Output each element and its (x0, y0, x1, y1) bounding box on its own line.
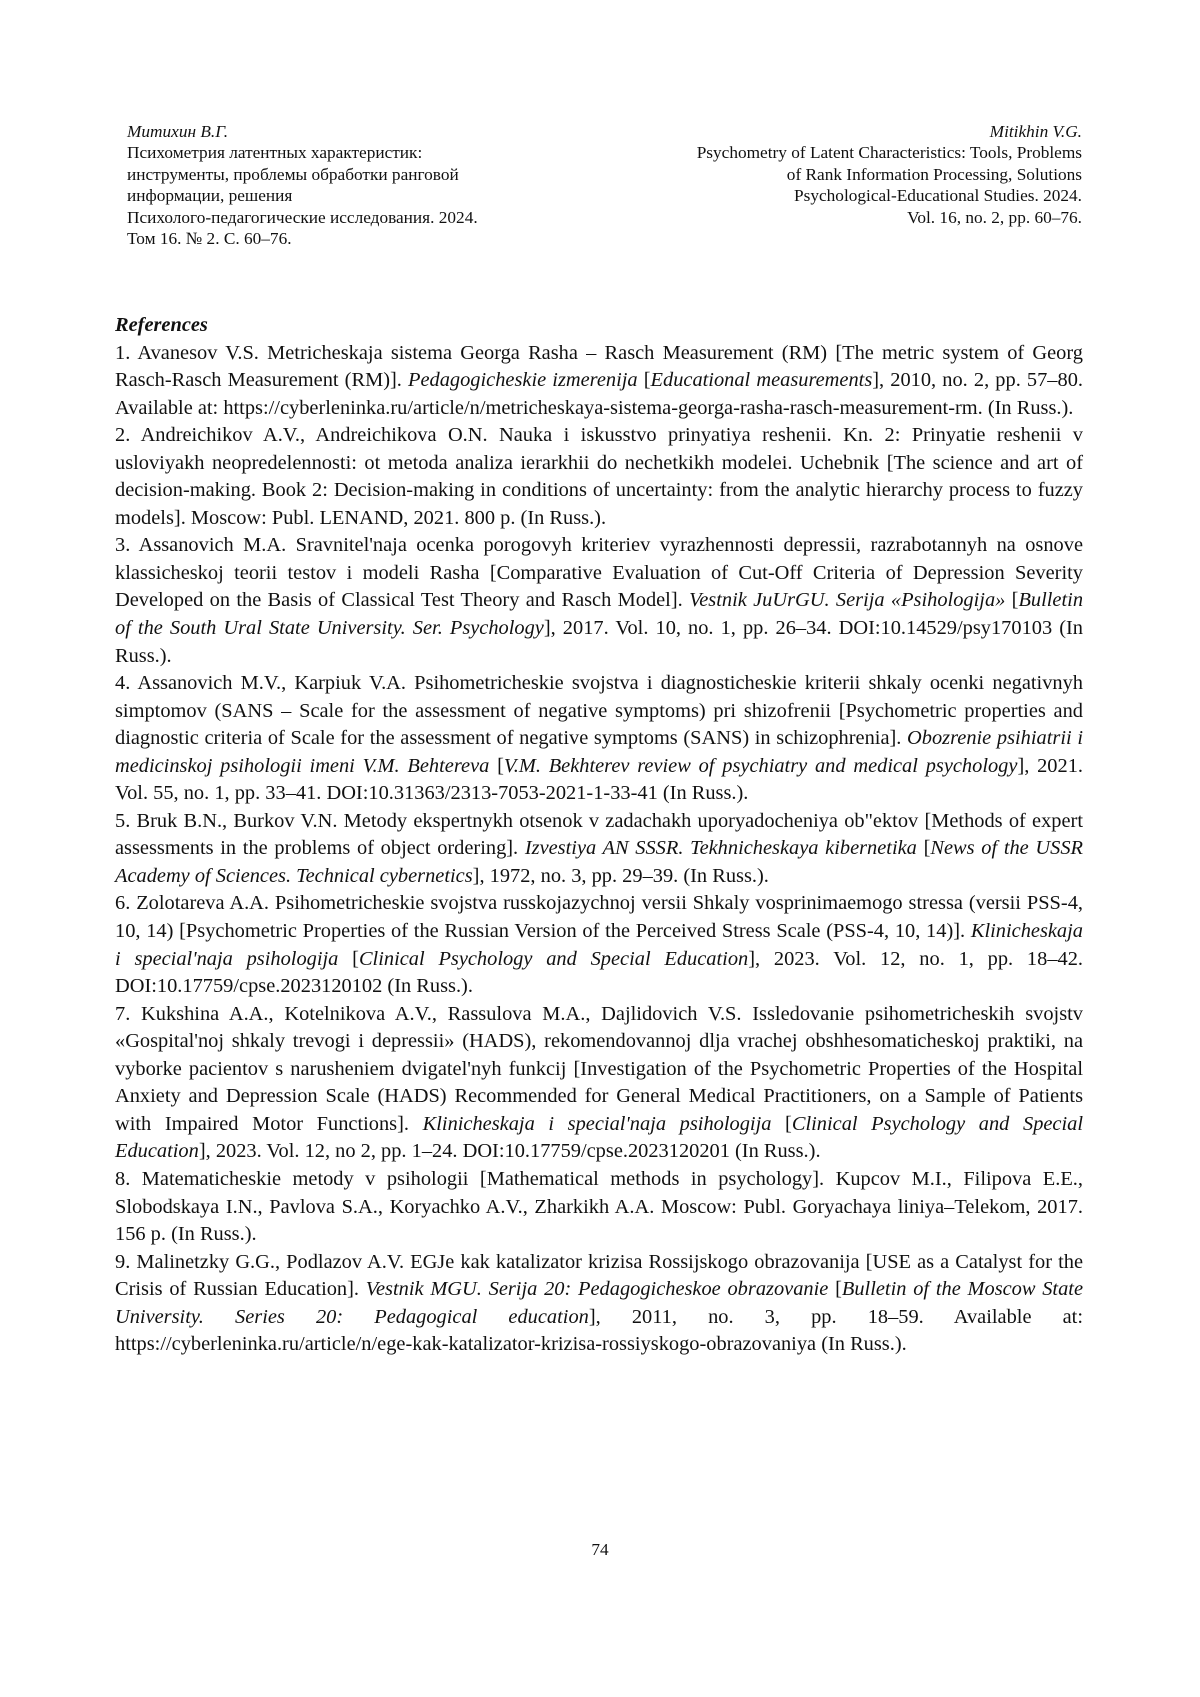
reference-text: ], 2023. Vol. 12, no. 1, pp. 18–42. DOI:10.17759/cpse.2023120102 (In Russ.). (115, 947, 1084, 998)
reference-text: 8. Matematicheskie metody v psihologii [Mathematical methods in psychology]. Kupcov M.I., Filipova E.E., Slobodskaya I.N., Pavlova S.A., Koryachko A.V., Zharkikh A.A. Moscow: Publ. Goryachaya liniya–Telekom, 2017. 156 p. (In Russ.). (115, 1167, 1083, 1246)
reference-source-translation: Bulletin of the Moscow State University. Series 20: Pedagogical education (115, 1278, 1084, 1328)
reference-item-1 (115, 340, 1083, 423)
reference-source-title: Pedagogicheskie izmerenija (408, 369, 638, 392)
reference-text: 7. Kukshina A.A., Kotelnikova A.V., Rassulova M.A., Dajlidovich V.S. Issledovanie psihometricheskih svojstv «Gospital'noj shkaly trevogi i depressii» (HADS), rekomendovannoj dlja vrachej obshhesomaticheskoj praktiki, na vyborke pacientov s narusheniem dvigatel'nyh funkcij [Investigation of the Psychometric Properties of the Hospital Anxiety and Depression Scale (HADS) Recommended for General Medical Practitioners, on a Sample of Patients with Impaired Motor Functions]. (115, 1002, 1083, 1135)
references-section (115, 312, 1083, 1359)
reference-source-title: Vestnik JuUrGU. Serija «Psihologija» (689, 589, 1006, 612)
reference-text: 4. Assanovich M.V., Karpiuk V.A. Psihometricheskie svojstva i diagnosticheskie kriterii shkaly ocenki negativnyh simptomov (SANS – Scale for the assessment of negative symptoms) pri shizofrenii [Psychometric properties and diagnostic criteria of Scale for the assessment of negative symptoms (SANS) in schizophrenia]. (115, 672, 1083, 750)
reference-text: ], 1972, no. 3, pp. 29–39. (In Russ.). (472, 864, 769, 887)
reference-item-9 (115, 1249, 1083, 1359)
header-volume-ru: Том 16. № 2. С. 60–76. (127, 229, 292, 249)
reference-text: [ (637, 369, 651, 392)
reference-text: [ (916, 837, 931, 860)
header-title-en-line-1: Psychometry of Latent Characteristics: Tools, Problems (696, 143, 1082, 163)
reference-item-3 (115, 532, 1083, 670)
reference-item-2 (115, 422, 1083, 532)
header-title-en-line-2: of Rank Information Processing, Solutions (786, 164, 1082, 184)
reference-text: ], 2021. Vol. 55, no. 1, pp. 33–41. DOI:10.31363/2313-7053-2021-1-33-41 (In Russ.). (115, 754, 1083, 805)
reference-text: ], 2010, no. 2, pp. 57–80. Available at: https://cyberleninka.ru/article/n/metricheskaya-sistema-georga-rasha-rasch-measurement-rm. (In Russ.). (115, 369, 1083, 419)
reference-source-translation: V.M. Bekhterev review of psychiatry and medical psychology (503, 754, 1018, 777)
header-volume-en: Vol. 16, no. 2, pp. 60–76. (907, 207, 1082, 227)
header-title-ru-line-2: инструменты, проблемы обработки ранговой (127, 164, 459, 184)
reference-text: 3. Assanovich M.A. Sravnitel'naja ocenka porogovyh kriteriev vyrazhennosti depressii, razrabotannyh na osnove klassicheskoj teorii testov i modeli Rasha [Comparative Evaluation of Cut-Off Criteria of Depression Severity Developed on the Basis of Classical Test Theory and Rasch Model]. (115, 534, 1083, 612)
running-header (127, 121, 1082, 249)
reference-text: 1. Avanesov V.S. Metricheskaja sistema Georga Rasha – Rasch Measurement (RM) [The metric system of Georg Rasch-Rasch Measurement (RM)]. (115, 341, 1083, 392)
header-title-ru-line-3: информации, решения (127, 186, 293, 206)
reference-item-5 (115, 808, 1083, 891)
reference-source-translation: Educational measurements (650, 369, 873, 392)
reference-text: 2. Andreichikov A.V., Andreichikova O.N. Nauka i iskusstvo prinyatiya reshenii. Kn. 2: Prinyatie reshenii v usloviyakh neopredelennosti: ot metoda analiza ierarkhii do nechetkikh modelei. Uchebnik [The science and art of decision-making. Book 2: Decision-making in conditions of uncertainty: from the analytic hierarchy process to fuzzy models]. Moscow: Publ. LENAND, 2021. 800 p. (In Russ.). (115, 424, 1083, 529)
reference-source-title: Vestnik MGU. Serija 20: Pedagogicheskoe obrazovanie (365, 1278, 829, 1301)
header-author-en: Mitikhin V.G. (989, 122, 1082, 141)
reference-text: [ (771, 1112, 792, 1135)
reference-item-7 (115, 1001, 1083, 1166)
reference-text: [ (489, 754, 504, 777)
reference-text: 9. Malinetzky G.G., Podlazov A.V. EGJe kak katalizator krizisa Rossijskogo obrazovanija [USE as a Catalyst for the Crisis of Russian Education]. (115, 1250, 1083, 1301)
reference-item-8 (115, 1166, 1083, 1249)
header-journal-ru: Психолого-педагогические исследования. 2024. (127, 207, 478, 227)
page-number: 74 (591, 1540, 609, 1559)
reference-source-translation: News of the USSR Academy of Sciences. Technical cybernetics (115, 837, 1083, 887)
reference-text: ], 2023. Vol. 12, no 2, pp. 1–24. DOI:10.17759/cpse.2023120201 (In Russ.). (198, 1140, 821, 1163)
reference-text: [ (1005, 589, 1019, 612)
reference-text: 5. Bruk B.N., Burkov V.N. Metody ekspertnykh otsenok v zadachakh uporyadocheniya ob"ektov [Methods of expert assessments in the problems of object ordering]. (115, 809, 1083, 860)
reference-source-title: Klinicheskaja i special'naja psihologija (115, 920, 1083, 970)
reference-source-title: Obozrenie psihiatrii i medicinskoj psihologii imeni V.M. Behtereva (115, 727, 1083, 777)
references-heading: References (115, 314, 208, 336)
reference-item-4 (115, 670, 1083, 808)
reference-source-title: Klinicheskaja i special'naja psihologija (422, 1112, 772, 1135)
header-journal-en: Psychological-Educational Studies. 2024. (794, 186, 1082, 206)
reference-source-title: Izvestiya AN SSSR. Tekhnicheskaya kibernetika (524, 837, 917, 860)
header-author-ru: Митихин В.Г. (127, 122, 229, 141)
reference-text: [ (828, 1278, 842, 1301)
running-header-english (605, 121, 1083, 249)
reference-item-6 (115, 890, 1083, 1000)
reference-text: ], 2017. Vol. 10, no. 1, pp. 26–34. DOI:10.14529/psy170103 (In Russ.). (115, 617, 1083, 667)
reference-source-translation: Clinical Psychology and Special Education (358, 947, 749, 970)
running-header-russian (127, 121, 605, 249)
reference-text: ], 2011, no. 3, pp. 18–59. Available at: https://cyberleninka.ru/article/n/ege-kak-katalizator-krizisa-rossiyskogo-obrazovaniya (In Russ.). (115, 1305, 1083, 1356)
reference-source-translation: Bulletin of the South Ural State University. Ser. Psychology (115, 589, 1084, 640)
reference-text: [ (338, 947, 359, 970)
header-title-ru-line-1: Психометрия латентных характеристик: (127, 143, 423, 163)
reference-source-translation: Clinical Psychology and Special Education (115, 1112, 1084, 1163)
reference-text: 6. Zolotareva A.A. Psihometricheskie svojstva russkojazychnoj versii Shkaly vosprinimaemogo stressa (versii PSS-4, 10, 14) [Psychometric Properties of the Russian Version of the Perceived Stress Scale (PSS-4, 10, 14)]. (115, 892, 1083, 943)
